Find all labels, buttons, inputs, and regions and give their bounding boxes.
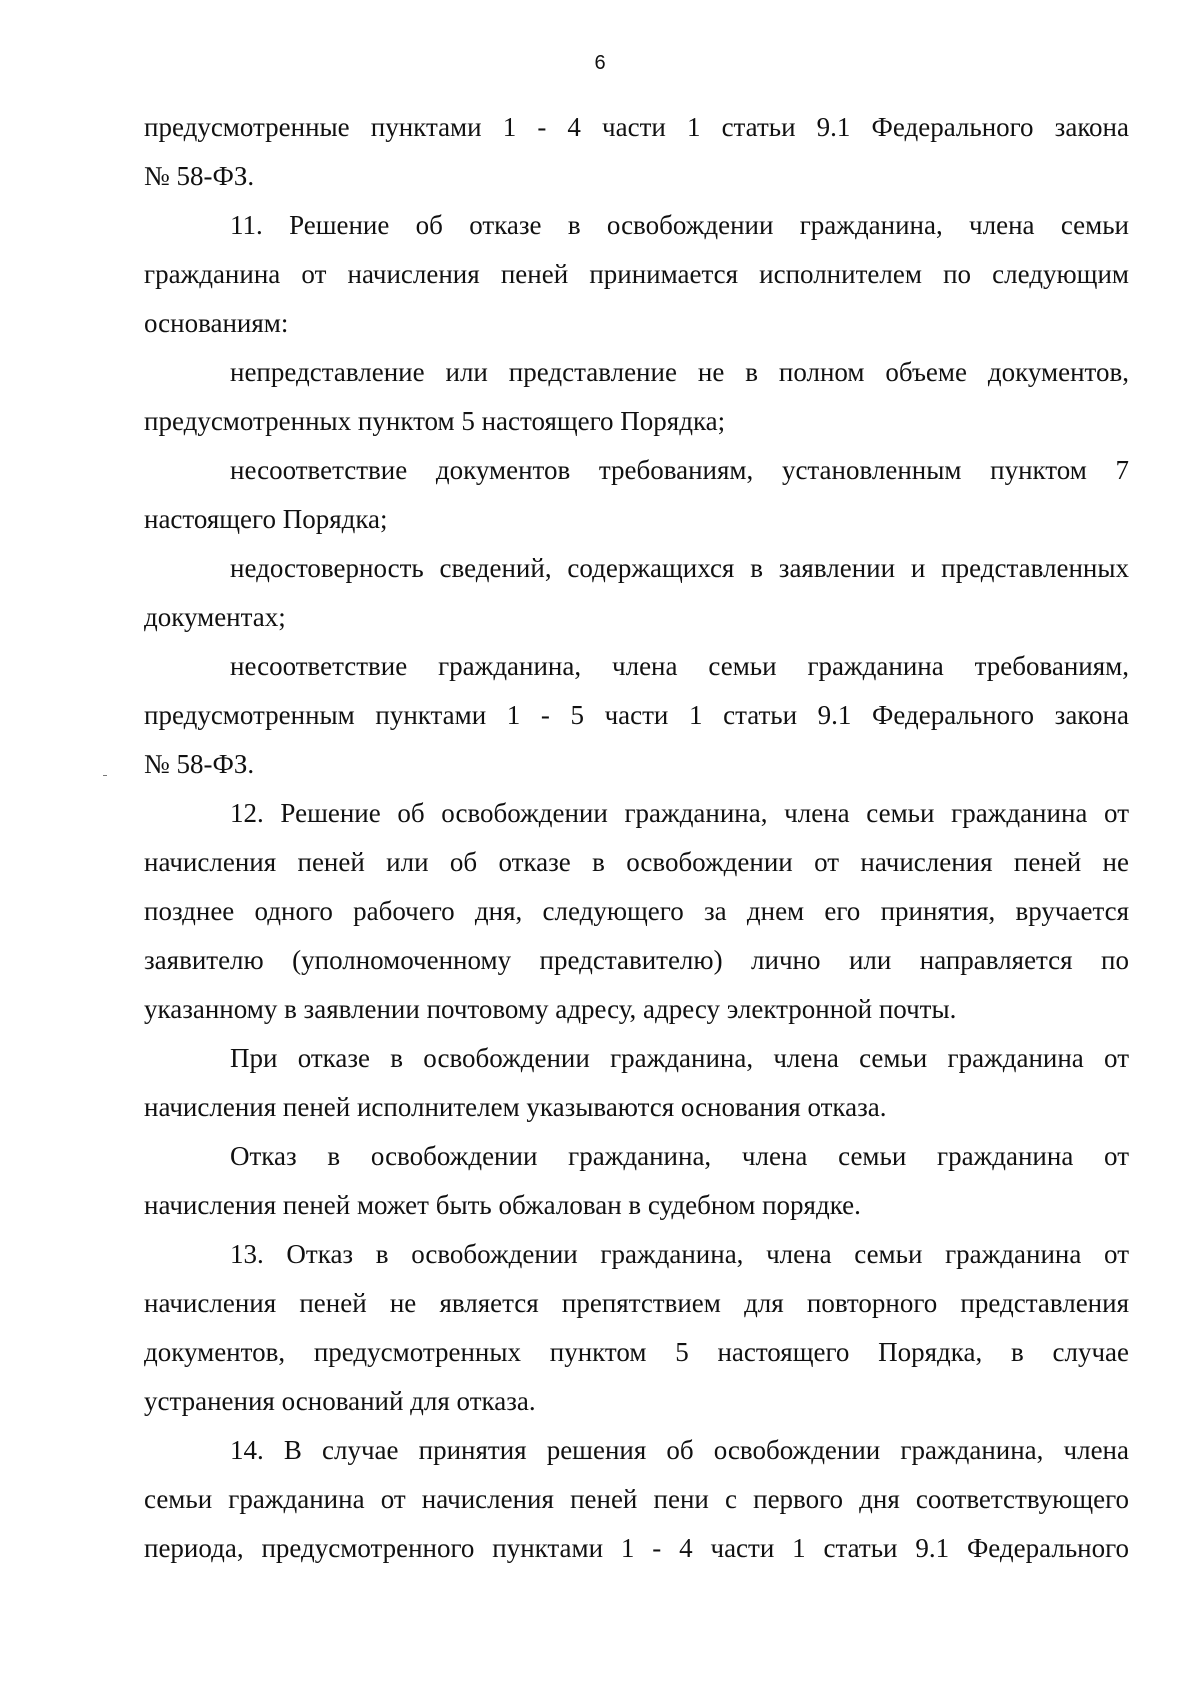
text-line: позднее одного рабочего дня, следующего за днем его принятия, вручается — [144, 896, 1129, 926]
paragraph-ground-1 — [144, 348, 1129, 446]
text-line: семьи гражданина от начисления пеней пени с первого дня соответствующего — [144, 1484, 1129, 1514]
scan-mark — [103, 775, 107, 776]
text-line: При отказе в освобождении гражданина, члена семьи гражданина от — [230, 1043, 1129, 1073]
text-line: несоответствие документов требованиям, установленным пунктом 7 — [230, 455, 1129, 485]
text-line: начисления пеней или об отказе в освобождении от начисления пеней не — [144, 847, 1129, 877]
text-line: 14. В случае принятия решения об освобождении гражданина, члена — [230, 1435, 1129, 1465]
text-line: начисления пеней не является препятствием для повторного представления — [144, 1288, 1129, 1318]
paragraph-continuation — [144, 103, 1129, 201]
text-line: несоответствие гражданина, члена семьи гражданина требованиям, — [230, 651, 1129, 681]
text-line: указанному в заявлении почтовому адресу, адресу электронной почты. — [144, 994, 957, 1024]
paragraph-item-12 — [144, 789, 1129, 1034]
text-line: 13. Отказ в освобождении гражданина, члена семьи гражданина от — [230, 1239, 1129, 1269]
text-line: предусмотренные пунктами 1 - 4 части 1 статьи 9.1 Федерального закона — [144, 112, 1129, 142]
text-line: документах; — [144, 602, 286, 632]
text-line: предусмотренным пунктами 1 - 5 части 1 статьи 9.1 Федерального закона — [144, 700, 1129, 730]
paragraph-item-13 — [144, 1230, 1129, 1426]
text-line: документов, предусмотренных пунктом 5 настоящего Порядка, в случае — [144, 1337, 1129, 1367]
text-line: № 58-ФЗ. — [144, 749, 255, 779]
text-line: Отказ в освобождении гражданина, члена семьи гражданина от — [230, 1141, 1129, 1171]
text-line: недостоверность сведений, содержащихся в заявлении и представленных — [230, 553, 1129, 583]
document-body — [144, 103, 1129, 1573]
paragraph-refusal-grounds — [144, 1034, 1129, 1132]
paragraph-ground-3 — [144, 544, 1129, 642]
paragraph-refusal-appeal — [144, 1132, 1129, 1230]
page-number: 6 — [594, 52, 606, 74]
text-line: 11. Решение об отказе в освобождении гражданина, члена семьи — [230, 210, 1129, 240]
text-line: основаниям: — [144, 308, 289, 338]
paragraph-ground-2 — [144, 446, 1129, 544]
text-line: 12. Решение об освобождении гражданина, члена семьи гражданина от — [230, 798, 1129, 828]
text-line: начисления пеней может быть обжалован в судебном порядке. — [144, 1190, 861, 1220]
paragraph-item-14 — [144, 1426, 1129, 1573]
text-line: предусмотренных пунктом 5 настоящего Порядка; — [144, 406, 726, 436]
paragraph-item-11 — [144, 201, 1129, 348]
text-line: заявителю (уполномоченному представителю) лично или направляется по — [144, 945, 1129, 975]
text-line: № 58-ФЗ. — [144, 161, 255, 191]
text-line: гражданина от начисления пеней принимается исполнителем по следующим — [144, 259, 1129, 289]
text-line: устранения оснований для отказа. — [144, 1386, 536, 1416]
text-line: настоящего Порядка; — [144, 504, 388, 534]
text-line: периода, предусмотренного пунктами 1 - 4 части 1 статьи 9.1 Федерального — [144, 1533, 1129, 1563]
text-line: начисления пеней исполнителем указываются основания отказа. — [144, 1092, 887, 1122]
text-line: непредставление или представление не в полном объеме документов, — [230, 357, 1129, 387]
paragraph-ground-4 — [144, 642, 1129, 789]
